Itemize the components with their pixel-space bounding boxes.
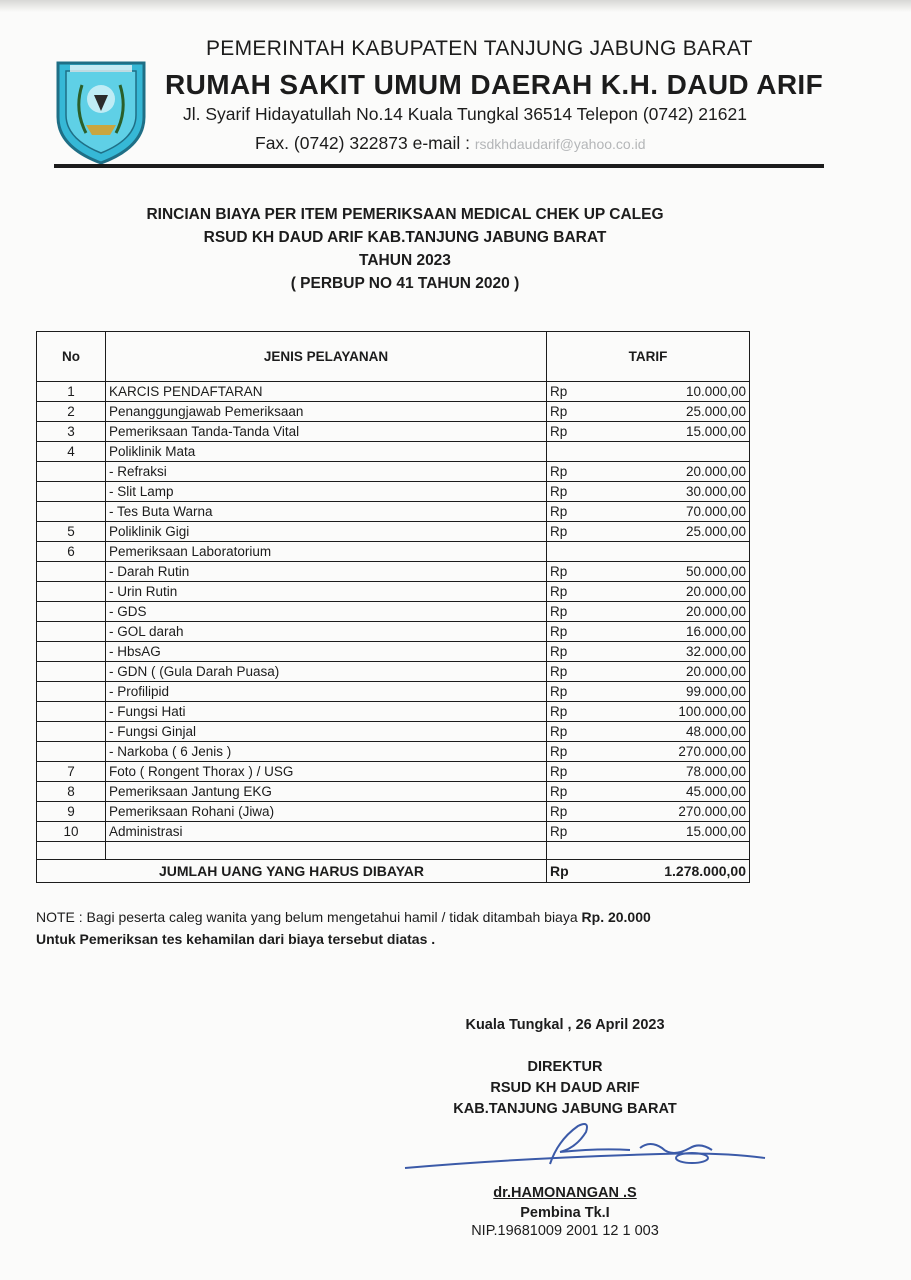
signer-region: KAB.TANJUNG JABUNG BARAT <box>453 1101 677 1117</box>
table-row <box>37 442 750 462</box>
table-row <box>37 482 750 502</box>
row-amount: 270.000,00 <box>593 802 750 822</box>
row-number <box>37 502 106 522</box>
row-number <box>37 562 106 582</box>
row-service: - Fungsi Hati <box>106 702 547 722</box>
table-row <box>37 562 750 582</box>
fax-label: Fax. (0742) 322873 e-mail : <box>255 133 470 153</box>
row-service: - Urin Rutin <box>106 582 547 602</box>
row-service: Administrasi <box>106 822 547 842</box>
row-service: - GOL darah <box>106 622 547 642</box>
title-line-1: RINCIAN BIAYA PER ITEM PEMERIKSAAN MEDICAL CHEK UP CALEG <box>146 206 664 223</box>
row-number <box>37 482 106 502</box>
document-title <box>60 203 750 295</box>
row-number <box>37 702 106 722</box>
signer-institution: RSUD KH DAUD ARIF <box>490 1080 640 1096</box>
row-amount: 20.000,00 <box>593 662 750 682</box>
table-row <box>37 462 750 482</box>
header-tarif: TARIF <box>547 332 750 382</box>
row-service: Foto ( Rongent Thorax ) / USG <box>106 762 547 782</box>
row-amount <box>593 542 750 562</box>
row-amount <box>593 442 750 462</box>
row-service: Pemeriksaan Laboratorium <box>106 542 547 562</box>
total-currency: Rp <box>547 860 594 883</box>
row-service: - HbsAG <box>106 642 547 662</box>
table-row <box>37 682 750 702</box>
row-amount: 99.000,00 <box>593 682 750 702</box>
row-number <box>37 662 106 682</box>
table-row <box>37 402 750 422</box>
row-service: - GDN ( (Gula Darah Puasa) <box>106 662 547 682</box>
row-currency: Rp <box>547 782 594 802</box>
row-currency: Rp <box>547 742 594 762</box>
row-currency: Rp <box>547 622 594 642</box>
row-amount: 48.000,00 <box>593 722 750 742</box>
row-amount: 20.000,00 <box>593 462 750 482</box>
row-currency <box>547 542 594 562</box>
row-currency: Rp <box>547 582 594 602</box>
title-line-3: TAHUN 2023 <box>359 252 451 269</box>
row-service: - GDS <box>106 602 547 622</box>
row-amount: 50.000,00 <box>593 562 750 582</box>
row-number: 4 <box>37 442 106 462</box>
row-amount: 20.000,00 <box>593 582 750 602</box>
row-currency: Rp <box>547 422 594 442</box>
row-service: - Tes Buta Warna <box>106 502 547 522</box>
row-number: 3 <box>37 422 106 442</box>
regency-emblem-icon <box>52 55 150 167</box>
table-row <box>37 662 750 682</box>
note-line-1 <box>36 906 651 928</box>
row-currency: Rp <box>547 762 594 782</box>
government-name: PEMERINTAH KABUPATEN TANJUNG JABUNG BARAT <box>206 37 753 60</box>
letterhead-divider <box>54 164 824 168</box>
row-currency: Rp <box>547 482 594 502</box>
signer-nip: NIP.19681009 2001 12 1 003 <box>471 1223 659 1239</box>
row-service: Pemeriksaan Tanda-Tanda Vital <box>106 422 547 442</box>
table-row <box>37 802 750 822</box>
row-currency: Rp <box>547 502 594 522</box>
row-currency: Rp <box>547 722 594 742</box>
row-number <box>37 602 106 622</box>
table-row <box>37 642 750 662</box>
header-no: No <box>37 332 106 382</box>
row-number: 9 <box>37 802 106 822</box>
row-currency <box>547 442 594 462</box>
row-currency: Rp <box>547 402 594 422</box>
header-service: JENIS PELAYANAN <box>106 332 547 382</box>
row-currency: Rp <box>547 602 594 622</box>
row-amount: 15.000,00 <box>593 422 750 442</box>
table-body <box>37 382 750 842</box>
row-number: 10 <box>37 822 106 842</box>
note-amount: Rp. 20.000 <box>581 909 651 925</box>
row-amount: 16.000,00 <box>593 622 750 642</box>
row-currency: Rp <box>547 822 594 842</box>
row-number: 6 <box>37 542 106 562</box>
row-amount: 20.000,00 <box>593 602 750 622</box>
row-amount: 100.000,00 <box>593 702 750 722</box>
hospital-contact <box>255 133 646 154</box>
row-number <box>37 682 106 702</box>
place-date: Kuala Tungkal , 26 April 2023 <box>465 1017 665 1033</box>
row-service: - Refraksi <box>106 462 547 482</box>
row-service: Poliklinik Gigi <box>106 522 547 542</box>
row-number <box>37 722 106 742</box>
row-amount: 270.000,00 <box>593 742 750 762</box>
email-link[interactable]: rsdkhdaudarif@yahoo.co.id <box>474 136 646 152</box>
row-number <box>37 582 106 602</box>
total-label: JUMLAH UANG YANG HARUS DIBAYAR <box>37 860 547 883</box>
table-row <box>37 722 750 742</box>
note-text: NOTE : Bagi peserta caleg wanita yang belum mengetahui hamil / tidak ditambah biaya <box>36 909 578 925</box>
table-header-row <box>37 332 750 382</box>
row-number: 5 <box>37 522 106 542</box>
row-currency: Rp <box>547 522 594 542</box>
table-row <box>37 382 750 402</box>
row-service: - Profilipid <box>106 682 547 702</box>
row-number: 1 <box>37 382 106 402</box>
row-amount: 78.000,00 <box>593 762 750 782</box>
row-service: - Slit Lamp <box>106 482 547 502</box>
table-row <box>37 622 750 642</box>
row-currency: Rp <box>547 662 594 682</box>
row-number: 7 <box>37 762 106 782</box>
table-row <box>37 542 750 562</box>
row-amount: 32.000,00 <box>593 642 750 662</box>
scan-edge-shadow <box>0 0 911 12</box>
row-currency: Rp <box>547 802 594 822</box>
table-row <box>37 582 750 602</box>
row-currency: Rp <box>547 642 594 662</box>
signer-position: DIREKTUR <box>527 1059 603 1075</box>
title-line-2: RSUD KH DAUD ARIF KAB.TANJUNG JABUNG BARAT <box>203 229 607 246</box>
row-amount: 10.000,00 <box>593 382 750 402</box>
row-service: - Fungsi Ginjal <box>106 722 547 742</box>
row-number: 2 <box>37 402 106 422</box>
table-row <box>37 522 750 542</box>
row-currency: Rp <box>547 562 594 582</box>
signer-rank: Pembina Tk.I <box>520 1205 610 1221</box>
table-total-row <box>37 860 750 883</box>
total-amount: 1.278.000,00 <box>593 860 750 883</box>
table-row <box>37 762 750 782</box>
table-blank-row <box>37 842 750 860</box>
row-currency: Rp <box>547 462 594 482</box>
table-row <box>37 422 750 442</box>
note-block <box>36 906 651 950</box>
table-row <box>37 822 750 842</box>
row-number <box>37 622 106 642</box>
row-amount: 70.000,00 <box>593 502 750 522</box>
handwritten-signature <box>400 1118 770 1178</box>
note-line-2: Untuk Pemeriksan tes kehamilan dari biaya tersebut diatas . <box>36 931 436 947</box>
row-amount: 45.000,00 <box>593 782 750 802</box>
row-number <box>37 462 106 482</box>
row-currency: Rp <box>547 382 594 402</box>
row-number <box>37 642 106 662</box>
row-currency: Rp <box>547 682 594 702</box>
signer-name: dr.HAMONANGAN .S <box>493 1185 637 1201</box>
title-line-4: ( PERBUP NO 41 TAHUN 2020 ) <box>290 275 520 292</box>
tariff-table <box>36 331 750 883</box>
row-number <box>37 742 106 762</box>
table-row <box>37 602 750 622</box>
row-number: 8 <box>37 782 106 802</box>
table-row <box>37 702 750 722</box>
row-service: Penanggungjawab Pemeriksaan <box>106 402 547 422</box>
row-service: Poliklinik Mata <box>106 442 547 462</box>
table-row <box>37 502 750 522</box>
hospital-address: Jl. Syarif Hidayatullah No.14 Kuala Tungkal 36514 Telepon (0742) 21621 <box>183 104 747 124</box>
row-service: KARCIS PENDAFTARAN <box>106 382 547 402</box>
hospital-name: RUMAH SAKIT UMUM DAERAH K.H. DAUD ARIF <box>165 69 824 100</box>
table-row <box>37 782 750 802</box>
row-amount: 25.000,00 <box>593 402 750 422</box>
row-amount: 15.000,00 <box>593 822 750 842</box>
row-currency: Rp <box>547 702 594 722</box>
row-service: Pemeriksaan Jantung EKG <box>106 782 547 802</box>
row-amount: 30.000,00 <box>593 482 750 502</box>
row-service: - Darah Rutin <box>106 562 547 582</box>
row-service: - Narkoba ( 6 Jenis ) <box>106 742 547 762</box>
table-row <box>37 742 750 762</box>
row-amount: 25.000,00 <box>593 522 750 542</box>
row-service: Pemeriksaan Rohani (Jiwa) <box>106 802 547 822</box>
